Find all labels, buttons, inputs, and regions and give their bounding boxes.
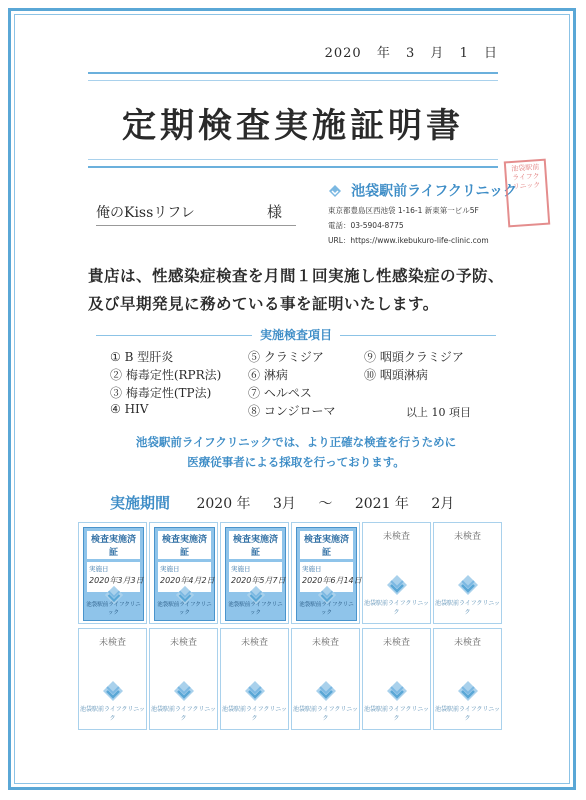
month-cell: [220, 628, 289, 730]
unchecked-label: 未検査: [169, 638, 197, 648]
test-item: ② 梅毒定性(RPR法): [110, 368, 222, 382]
cell-clinic-footer: 池袋駅前ライフクリニック: [363, 600, 430, 616]
unchecked-label: 未検査: [382, 532, 410, 542]
date-year: 2020: [324, 46, 362, 61]
test-item: ⑩ 咽頭淋病: [364, 368, 428, 382]
test-item: ⑦ ヘルペス: [248, 386, 312, 400]
month-cell: [362, 522, 431, 624]
date-day: 1: [459, 46, 469, 61]
clinic-mark-icon: [172, 679, 196, 703]
cell-clinic-footer: 池袋駅前ライフクリニック: [150, 706, 217, 722]
month-cell: [78, 628, 147, 730]
stamp-date-label: 実施日: [89, 565, 109, 573]
cell-clinic-footer: 池袋駅前ライフクリニック: [79, 706, 146, 722]
clinic-address: 東京都豊島区西池袋 1-16-1 新東第一ビル5F: [328, 205, 479, 215]
stamp-title: 検査実施済証: [229, 531, 282, 559]
period-label: 実施期間: [110, 494, 171, 512]
unchecked-label: 未検査: [311, 638, 339, 648]
stamp-clinic-footer: 池袋駅前ライフクリニック: [86, 602, 141, 616]
period-end-year: 2021 年: [354, 496, 409, 512]
addressee: [96, 202, 296, 226]
statement-line-1: 貴店は、性感染症検査を月間１回実施し性感染症の予防、: [88, 266, 505, 285]
unchecked-label: 未検査: [453, 532, 481, 542]
cell-clinic-footer: 池袋駅前ライフクリニック: [434, 600, 501, 616]
date-day-unit: 日: [483, 46, 498, 61]
certification-statement: [88, 262, 508, 318]
month-cell: [291, 628, 360, 730]
cell-clinic-footer: 池袋駅前ライフクリニック: [292, 706, 359, 722]
clinic-note: [86, 432, 506, 472]
stamp-date: 2020年5月7日: [231, 576, 286, 585]
items-header: [96, 326, 496, 344]
cell-clinic-footer: 池袋駅前ライフクリニック: [221, 706, 288, 722]
clinic-name: 池袋駅前ライフクリニック: [351, 183, 517, 200]
unchecked-label: 未検査: [382, 638, 410, 648]
clinic-mark-icon: [243, 679, 267, 703]
clinic-mark-icon: [385, 679, 409, 703]
unchecked-label: 未検査: [98, 638, 126, 648]
addressee-honorific: 様: [266, 203, 282, 221]
period-start-year: 2020 年: [196, 496, 251, 512]
test-item: ③ 梅毒定性(TP法): [110, 386, 212, 400]
stamp-date-label: 実施日: [160, 565, 180, 573]
month-cell: [362, 628, 431, 730]
unchecked-label: 未検査: [453, 638, 481, 648]
clinic-mark-icon: [385, 573, 409, 597]
title-band: [88, 72, 498, 168]
note-line-1: 池袋駅前ライフクリニックでは、より正確な検査を行うために: [135, 435, 457, 449]
stamp-date-label: 実施日: [231, 565, 251, 573]
test-item: ⑤ クラミジア: [248, 350, 324, 364]
month-cell: [78, 522, 147, 624]
stamp-clinic-footer: 池袋駅前ライフクリニック: [299, 602, 354, 616]
clinic-mark-icon: [456, 679, 480, 703]
test-item: ④ HIV: [110, 402, 149, 416]
monthly-stamp-grid: [78, 522, 504, 766]
items-total: 以上 10 項目: [406, 406, 471, 419]
stamp-date-label: 実施日: [302, 565, 322, 573]
month-cell: [433, 522, 502, 624]
date-month: 3: [405, 46, 416, 61]
implementation-period: [110, 492, 472, 513]
certificate-title: 定期検査実施証明書: [122, 106, 464, 146]
period-tilde: ～: [318, 496, 333, 512]
month-cell: [149, 628, 218, 730]
inspection-stamp: [225, 527, 286, 621]
clinic-mark-icon: [314, 679, 338, 703]
statement-line-2: 及び早期発見に務めている事を証明いたします。: [88, 294, 439, 313]
clinic-seal: [504, 159, 551, 228]
stamp-title: 検査実施済証: [300, 531, 353, 559]
unchecked-label: 未検査: [240, 638, 268, 648]
clinic-url: URL：https://www.ikebukuro-life-clinic.com: [328, 235, 489, 245]
seal-text: 池袋駅前ライフクリニック: [511, 163, 541, 191]
period-end-month: 2月: [431, 496, 455, 512]
test-item: ① B 型肝炎: [110, 350, 174, 364]
inspection-stamp: [83, 527, 144, 621]
test-item: ⑨ 咽頭クラミジア: [364, 350, 464, 364]
clinic-mark-icon: [101, 679, 125, 703]
cell-clinic-footer: 池袋駅前ライフクリニック: [434, 706, 501, 722]
stamp-clinic-footer: 池袋駅前ライフクリニック: [157, 602, 212, 616]
cell-clinic-footer: 池袋駅前ライフクリニック: [363, 706, 430, 722]
month-cell: [433, 628, 502, 730]
date-year-unit: 年: [376, 46, 391, 61]
clinic-mark-icon: [456, 573, 480, 597]
clinic-logo-icon: [328, 184, 342, 198]
inspection-stamp: [154, 527, 215, 621]
inspection-stamp: [296, 527, 362, 621]
month-cell: [291, 522, 360, 624]
addressee-name: 俺のKissリフレ: [96, 205, 195, 221]
test-item: ⑧ コンジローマ: [248, 404, 336, 418]
stamp-date: 2020年3月3日: [89, 576, 144, 585]
test-item: ⑥ 淋病: [248, 368, 288, 382]
stamp-title: 検査実施済証: [158, 531, 211, 559]
stamp-clinic-footer: 池袋駅前ライフクリニック: [228, 602, 283, 616]
items-header-label: 実施検査項目: [252, 328, 340, 342]
month-cell: [149, 522, 218, 624]
clinic-phone: 電話：03-5904-8775: [328, 220, 404, 230]
note-line-2: 医療従事者による採取を行っております。: [187, 455, 405, 469]
month-cell: [220, 522, 289, 624]
date-month-unit: 月: [430, 46, 445, 61]
issue-date: [315, 42, 498, 61]
period-start-month: 3月: [273, 496, 296, 512]
stamp-title: 検査実施済証: [87, 531, 140, 559]
stamp-date: 2020年4月2日: [160, 576, 215, 585]
stamp-date: 2020年6月14日: [302, 576, 362, 585]
